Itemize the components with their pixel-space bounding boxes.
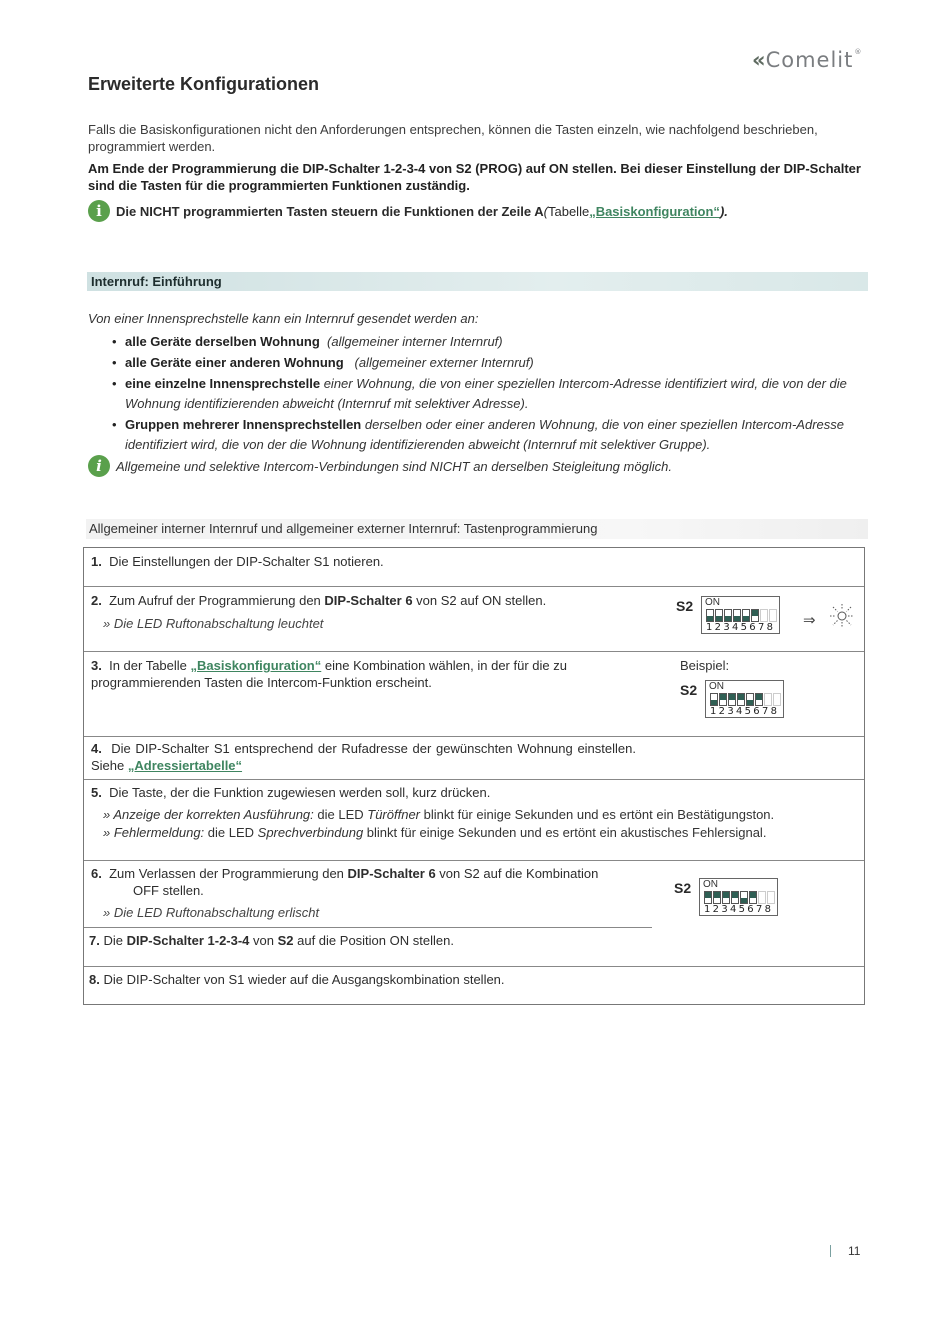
page-number: 11 <box>848 1244 861 1258</box>
dip-switch-1 <box>710 693 718 706</box>
dip-switch-5 <box>742 609 750 622</box>
dip-switch-2 <box>719 693 727 706</box>
dip-switch-8 <box>773 693 781 706</box>
adressiertabelle-link[interactable]: „Adressiertabelle“ <box>127 757 243 773</box>
dip-switch-5 <box>740 891 748 904</box>
intro-paragraph: Falls die Basiskonfigurationen nicht den Anforderungen entsprechen, können die Tasten einzeln, wie nachfolgend beschrieben, programmiert werden. <box>88 122 818 154</box>
dip-switch-4 <box>733 609 741 622</box>
dip-switch-8 <box>767 891 775 904</box>
list-item: • eine einzelne Innensprechstelle einer Wohnung, die von einer speziellen Intercom-Adresse identifiziert wird, die von der die Wohnung identifizierenden abweicht (Internruf mit selektiver Adresse). <box>112 374 852 414</box>
dip-s2-label: S2 <box>676 598 694 614</box>
info-icon: i <box>88 455 110 477</box>
divider <box>84 779 864 780</box>
list-item: • alle Geräte einer anderen Wohnung (allgemeiner externer Internruf) <box>112 353 852 373</box>
section-heading-internruf: Internruf: Einführung <box>87 272 868 291</box>
step-3: 3. In der Tabelle „Basiskonfiguration“ eine Kombination wählen, in der für die zu programmierenden Tasten die Intercom-Funktion erscheint. <box>91 658 567 690</box>
step-8: 8. Die DIP-Schalter von S1 wieder auf die Ausgangskombination stellen. <box>89 972 505 987</box>
divider <box>84 651 864 652</box>
dip-switch-8 <box>769 609 777 622</box>
list-item: • alle Geräte derselben Wohnung (allgemeiner interner Internruf) <box>112 332 852 352</box>
basiskonfiguration-link[interactable]: „Basiskonfiguration“ <box>190 658 322 673</box>
divider <box>84 860 864 861</box>
divider <box>84 966 864 967</box>
dip-switch-6 <box>749 891 757 904</box>
dip-switch-6 <box>751 609 759 622</box>
list-item: • Gruppen mehrerer Innensprechstellen derselben oder einer anderen Wohnung, die von einer speziellen Intercom-Adresse identifiziert wird, die von der die Wohnung identifizierenden abweicht (Internruf mit selektiver Gruppe). <box>112 415 852 455</box>
bold-paragraph: Am Ende der Programmierung die DIP-Schalter 1-2-3-4 von S2 (PROG) auf ON stellen. Bei dieser Einstellung der DIP-Schalter sind die Tasten für die programmierten Funktionen zuständig. <box>88 161 861 193</box>
step-4: 4. Die DIP-Schalter S1 entsprechend der Rufadresse der gewünschten Wohnung einstellen. Siehe „Adressiertabelle“ <box>91 741 636 773</box>
page-title: Erweiterte Konfigurationen <box>88 74 320 94</box>
page-divider <box>830 1245 831 1257</box>
led-lit-icon <box>828 602 856 630</box>
dip-switch-7 <box>760 609 768 622</box>
divider <box>84 927 652 928</box>
dip-switch-3 <box>728 693 736 706</box>
dip-switch-7 <box>764 693 772 706</box>
basiskonfiguration-link[interactable]: „Basiskonfiguration“ <box>589 203 720 219</box>
info-note: i Die NICHT programmierten Tasten steuern die Funktionen der Zeile A ( Tabelle „Basiskonfiguration“ ). <box>88 200 728 222</box>
step-5-success: » Anzeige der korrekten Ausführung: die LED Türöffner blinkt für einige Sekunden und es ertönt ein Bestätigungston. <box>103 806 775 822</box>
dip-switch-3 <box>724 609 732 622</box>
step-5-error: » Fehlermeldung: die LED Sprechverbindung blinkt für einige Sekunden und es ertönt ein akustisches Fehlersignal. <box>103 825 767 840</box>
dip-switch-2 <box>715 609 723 622</box>
dip-switch-4 <box>731 891 739 904</box>
dip-switch-7 <box>758 891 766 904</box>
dip-s2-label: S2 <box>674 880 692 896</box>
step-5: 5. Die Taste, der die Funktion zugewiesen werden soll, kurz drücken. » Anzeige der korrekten Ausführung: die LED Türöffner blinkt für einige Sekunden und es ertönt ein Bestätigungston. » Fehlermeldung: die LED Sprechverbindung blinkt für einige Sekunden und es ertönt ein akustisches Fehlersignal. <box>91 785 851 842</box>
dip-switch-3 <box>722 891 730 904</box>
step-6: 6. Zum Verlassen der Programmierung den DIP-Schalter 6 von S2 auf die Kombination OFF stellen. » Die LED Ruftonabschaltung erlischt <box>91 866 651 922</box>
dip-switch-1 <box>704 891 712 904</box>
step-7: 7. Die DIP-Schalter 1-2-3-4 von S2 auf die Position ON stellen. <box>89 933 454 948</box>
arrow-icon: ⇒ <box>803 612 816 629</box>
divider <box>84 736 864 737</box>
info-icon: i <box>88 200 110 222</box>
comelit-logo: « Comelit® <box>752 48 863 72</box>
step-6-result: » Die LED Ruftonabschaltung erlischt <box>103 905 320 920</box>
section-heading-programming: Allgemeiner interner Internruf und allgemeiner externer Internruf: Tastenprogrammierung <box>86 519 868 539</box>
step-2-result: » Die LED Ruftonabschaltung leuchtet <box>103 615 324 631</box>
example-label: Beispiel: <box>680 658 730 673</box>
dip-switch-2 <box>713 891 721 904</box>
dip-switch-6 <box>755 693 763 706</box>
dip-s2-label: S2 <box>680 682 698 698</box>
dip-switch-diagram: ON 12345678 <box>705 680 784 718</box>
divider <box>84 586 864 587</box>
step-1: 1. Die Einstellungen der DIP-Schalter S1 notieren. <box>91 554 384 569</box>
dip-switch-1 <box>706 609 714 622</box>
internruf-bullet-list <box>112 332 852 456</box>
internruf-intro: Von einer Innensprechstelle kann ein Internruf gesendet werden an: <box>88 311 479 326</box>
dip-switch-4 <box>737 693 745 706</box>
dip-switch-diagram: ON 12345678 <box>699 878 778 916</box>
step-2: 2. Zum Aufruf der Programmierung den DIP-Schalter 6 von S2 auf ON stellen. » Die LED Ruftonabschaltung leuchtet <box>91 593 671 632</box>
dip-switch-diagram: ON 12345678 <box>701 596 780 634</box>
steps-table <box>83 547 865 1005</box>
dip-switch-5 <box>746 693 754 706</box>
info-note-intercom: i Allgemeine und selektive Intercom-Verbindungen sind NICHT an derselben Steigleitung möglich. <box>88 455 672 477</box>
